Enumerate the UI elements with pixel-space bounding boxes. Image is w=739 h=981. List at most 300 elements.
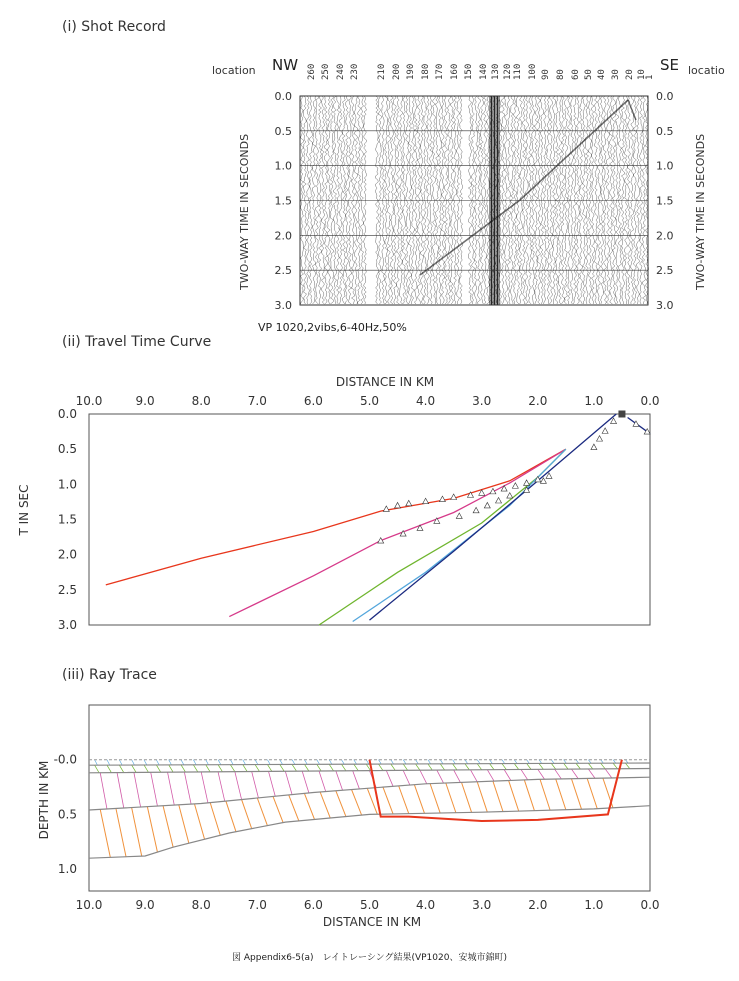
seismic-trace — [606, 96, 609, 304]
travel-y-tick: 1.5 — [57, 512, 77, 527]
seismic-trace — [354, 96, 357, 304]
time-tick-left: 2.0 — [274, 229, 292, 243]
seismic-trace — [399, 96, 402, 304]
ray-path — [551, 763, 555, 769]
ray-path — [230, 760, 233, 765]
seismic-trace — [408, 96, 411, 304]
ray-path — [605, 769, 612, 778]
ray-path — [428, 764, 432, 770]
seismic-trace — [618, 96, 621, 304]
ray-path — [477, 764, 481, 770]
ray-trace-title: (iii) Ray Trace — [62, 667, 157, 683]
observed-point — [597, 436, 603, 442]
station-label: 90 — [541, 69, 551, 80]
ray-path — [218, 765, 222, 772]
ray-path — [524, 780, 534, 811]
seismic-trace — [600, 96, 603, 304]
station-label: 260 — [307, 63, 317, 80]
ray-path — [292, 760, 295, 765]
travel-time-title: (ii) Travel Time Curve — [62, 334, 212, 350]
travel-y-tick: 2.0 — [57, 547, 77, 562]
seismic-trace — [307, 96, 310, 304]
observed-point — [602, 428, 608, 434]
ray-path — [383, 787, 393, 814]
ray-path — [453, 764, 457, 770]
ray-path — [156, 765, 160, 772]
seismic-trace — [396, 96, 399, 304]
seismic-trace — [471, 96, 474, 304]
ray-x-tick: 2.0 — [528, 898, 548, 912]
ray-path — [509, 781, 519, 812]
seismic-trace — [309, 96, 312, 304]
station-label: 200 — [392, 63, 402, 80]
travel-x-tick: 8.0 — [191, 394, 211, 408]
station-label: 190 — [406, 63, 416, 80]
ray-path — [100, 773, 107, 809]
seismic-trace — [345, 96, 348, 304]
travel-x-ticks — [76, 394, 660, 408]
ray-path — [302, 771, 309, 793]
ray-path — [490, 764, 494, 770]
ray-path — [403, 764, 407, 770]
ray-path — [95, 765, 99, 773]
travel-x-tick: 7.0 — [247, 394, 267, 408]
ray-path — [181, 760, 184, 765]
shot-point-marker — [618, 411, 625, 418]
ray-path — [477, 782, 487, 812]
ray-path — [289, 795, 299, 821]
ray-path — [470, 770, 477, 782]
shot-record-panel — [0, 40, 739, 340]
ray-path — [571, 769, 578, 779]
ray-path — [210, 803, 220, 836]
ray-path — [352, 790, 362, 816]
seismic-trace — [426, 96, 429, 304]
ray-path — [206, 760, 209, 765]
travel-x-tick: 10.0 — [75, 394, 103, 408]
ray-path — [156, 760, 159, 765]
ray-path — [206, 765, 210, 772]
ray-path — [243, 765, 247, 772]
ray-path — [163, 806, 173, 848]
seismic-trace — [594, 96, 597, 304]
seismic-trace — [432, 96, 435, 304]
seismic-trace — [436, 96, 439, 304]
travel-series-line — [319, 449, 566, 625]
seismic-trace — [567, 96, 570, 304]
ray-path — [181, 765, 185, 772]
ray-path — [269, 771, 276, 796]
first-arrival — [628, 100, 636, 120]
ray-path — [179, 805, 189, 843]
time-tick-left: 1.5 — [274, 194, 292, 208]
ray-path — [625, 763, 629, 769]
ray-path — [490, 760, 493, 764]
seismic-trace — [375, 96, 378, 304]
seismic-trace — [642, 96, 645, 304]
ray-path — [280, 764, 284, 771]
travel-x-tick: 4.0 — [416, 394, 436, 408]
station-label: 230 — [350, 63, 360, 80]
time-tick-right: 3.0 — [656, 299, 674, 312]
ray-path — [538, 769, 545, 779]
station-label: 1 — [645, 74, 655, 80]
ray-path — [588, 763, 592, 769]
seismic-trace — [576, 96, 579, 304]
travel-x-tick: 9.0 — [135, 394, 155, 408]
ray-path — [465, 764, 469, 770]
observed-point — [395, 502, 401, 508]
station-label: 120 — [503, 63, 513, 80]
station-label: 140 — [479, 63, 489, 80]
ray-y-tick: 1.0 — [57, 862, 77, 877]
observed-point — [383, 506, 389, 512]
ray-path — [354, 760, 357, 764]
seismic-trace — [460, 96, 463, 304]
seismic-trace — [549, 96, 552, 304]
ray-path — [144, 765, 148, 772]
ray-path — [555, 769, 562, 779]
ray-path — [378, 760, 381, 764]
time-tick-right: 2.5 — [656, 264, 674, 278]
ray-path — [95, 760, 98, 765]
ray-path — [539, 763, 543, 769]
travel-x-tick: 6.0 — [303, 394, 323, 408]
observed-point — [591, 444, 597, 450]
ray-path — [117, 773, 124, 808]
ray-path — [255, 765, 259, 772]
ray-path — [201, 772, 208, 803]
ray-path — [230, 765, 234, 772]
seismic-trace — [378, 96, 381, 304]
time-tick-right: 2.0 — [656, 229, 674, 243]
seismic-trace — [579, 96, 582, 304]
travel-series-line — [370, 414, 617, 620]
seismic-trace — [541, 96, 544, 304]
ray-path — [169, 765, 173, 772]
station-labels — [307, 64, 655, 80]
ray-path — [465, 760, 468, 764]
ray-x-tick: 4.0 — [416, 898, 436, 912]
time-tick-right: 0.5 — [656, 124, 674, 138]
ray-path — [132, 808, 142, 857]
seismic-trace — [405, 96, 408, 304]
ray-path — [267, 760, 270, 765]
ray-path — [571, 779, 581, 810]
travel-y-tick: 1.0 — [57, 477, 77, 492]
seismic-trace — [391, 96, 394, 304]
travel-y-ticks — [58, 407, 77, 632]
twt-axis-left: TWO-WAY TIME IN SECONDS — [238, 133, 251, 290]
ray-path — [613, 763, 617, 769]
travel-series — [106, 414, 650, 625]
seismic-trace — [348, 96, 351, 304]
seismic-trace — [444, 96, 447, 304]
twt-axis-right: TWO-WAY TIME IN SECONDS — [694, 133, 707, 290]
seismic-trace — [612, 96, 615, 304]
seismic-trace — [454, 96, 457, 304]
seismic-trace — [411, 96, 414, 304]
seismic-trace — [402, 96, 405, 304]
time-tick-right: 1.0 — [656, 159, 674, 173]
seismic-trace — [531, 96, 534, 304]
observed-point — [507, 493, 513, 499]
ray-path — [107, 765, 111, 773]
seismic-trace — [384, 96, 387, 304]
seismic-trace — [474, 96, 477, 304]
ray-path — [329, 760, 332, 765]
seismic-trace — [564, 96, 567, 304]
ray-path — [556, 779, 566, 810]
ray-path — [235, 772, 242, 800]
ray-path — [416, 764, 420, 770]
ray-path — [437, 770, 444, 783]
station-label: 160 — [450, 63, 460, 80]
ray-trace-chart — [0, 700, 739, 940]
seismic-trace — [609, 96, 612, 304]
seismic-trace — [312, 96, 315, 304]
time-tick-right: 0.0 — [656, 90, 674, 103]
seismic-trace — [457, 96, 460, 304]
travel-series-line — [353, 449, 566, 621]
ray-path — [132, 760, 135, 765]
ray-path — [107, 760, 110, 765]
ray-path — [257, 798, 267, 826]
ray-path — [403, 770, 410, 785]
se-label: SE — [660, 56, 679, 74]
station-label: 150 — [464, 63, 474, 80]
ray-path — [168, 772, 175, 805]
seismic-trace — [513, 96, 516, 304]
seismic-trace — [480, 96, 483, 304]
ray-path — [341, 760, 344, 764]
observed-point — [439, 496, 445, 502]
ray-path — [440, 764, 444, 770]
ray-path — [243, 760, 246, 765]
seismic-trace — [382, 96, 385, 304]
seismic-trace — [417, 96, 420, 304]
ray-path — [147, 807, 157, 853]
seismic-trace — [510, 96, 513, 304]
ray-y-tick: -0.0 — [53, 752, 77, 767]
travel-x-axis-label: DISTANCE IN KM — [335, 375, 435, 389]
vp-caption: VP 1020,2vibs,6-40Hz,50% — [258, 321, 407, 334]
ray-path — [391, 760, 394, 764]
seismic-trace — [570, 96, 573, 304]
ray-path — [267, 764, 271, 771]
location-right-label: locatio — [688, 64, 725, 77]
seismic-trace — [324, 96, 327, 304]
seismic-trace — [588, 96, 591, 304]
seismic-trace — [630, 96, 633, 304]
ray-path — [477, 760, 480, 764]
ray-path — [504, 770, 511, 781]
seismic-trace — [639, 96, 642, 304]
station-label: 60 — [571, 69, 581, 80]
seismic-trace — [504, 96, 507, 304]
ray-path — [403, 760, 406, 764]
seismic-trace — [333, 96, 336, 304]
seismic-trace — [327, 96, 330, 304]
seismic-trace — [486, 96, 489, 304]
time-tick-left: 3.0 — [274, 299, 292, 312]
ray-path — [292, 764, 296, 771]
ray-path — [226, 801, 236, 832]
seismic-trace — [414, 96, 417, 304]
station-label: 30 — [611, 69, 621, 80]
ray-path — [430, 784, 440, 813]
seismic-trace — [604, 96, 607, 304]
ray-path — [453, 760, 456, 764]
travel-time-chart — [0, 360, 739, 640]
ray-path — [193, 765, 197, 772]
ray-x-tick: 1.0 — [584, 898, 604, 912]
ray-path — [100, 809, 110, 857]
seismic-trace — [451, 96, 454, 304]
ray-path — [134, 772, 141, 807]
ray-y-axis-label: DEPTH IN KM — [37, 760, 51, 840]
seismic-trace — [555, 96, 558, 304]
ray-path — [588, 769, 595, 778]
travel-y-tick: 0.5 — [57, 442, 77, 457]
seismic-trace — [478, 96, 481, 304]
travel-x-tick: 2.0 — [528, 394, 548, 408]
seismic-trace — [342, 96, 345, 304]
seismic-trace — [321, 96, 324, 304]
seismic-trace — [357, 96, 360, 304]
observed-point — [484, 502, 490, 508]
ray-path — [514, 764, 518, 770]
station-label: 170 — [435, 63, 445, 80]
station-label: 110 — [513, 63, 523, 80]
ray-path — [304, 760, 307, 765]
time-tick-right: 1.5 — [656, 194, 674, 208]
seismic-trace — [522, 96, 525, 304]
time-tick-left: 2.5 — [274, 264, 292, 278]
ray-path — [317, 764, 321, 771]
ray-path — [151, 772, 158, 806]
ray-path — [280, 760, 283, 765]
seismic-trace — [337, 96, 340, 304]
ray-path — [329, 764, 333, 771]
seismic-trace — [318, 96, 321, 304]
station-label: 40 — [597, 69, 607, 80]
observed-point — [406, 500, 412, 506]
seismic-trace — [484, 96, 487, 304]
station-label: 20 — [625, 69, 635, 80]
ray-path — [428, 760, 431, 764]
ray-x-tick: 8.0 — [191, 898, 211, 912]
seismic-trace — [573, 96, 576, 304]
seismic-trace — [637, 96, 640, 304]
seismic-trace — [447, 96, 450, 304]
ray-path — [391, 764, 395, 770]
ray-path — [304, 764, 308, 771]
travel-y-tick: 2.5 — [57, 582, 77, 597]
layer-boundaries — [89, 763, 650, 858]
ray-path — [487, 770, 494, 781]
ray-path — [252, 772, 259, 798]
seismic-trace — [364, 96, 367, 304]
ray-path — [273, 796, 283, 822]
nw-label: NW — [272, 56, 299, 74]
time-tick-left: 1.0 — [274, 159, 292, 173]
travel-y-tick: 3.0 — [57, 618, 77, 632]
observed-point — [473, 507, 479, 513]
ray-path — [242, 800, 252, 829]
seismic-trace — [315, 96, 318, 304]
seismic-trace — [558, 96, 561, 304]
ray-y-tick: 0.5 — [57, 807, 77, 822]
station-label: 180 — [421, 63, 431, 80]
ray-path — [304, 793, 314, 819]
ray-path — [521, 769, 528, 779]
seismic-trace — [528, 96, 531, 304]
ray-path — [119, 760, 122, 765]
ray-path — [218, 760, 221, 765]
observed-point — [456, 513, 462, 519]
seismic-trace — [624, 96, 627, 304]
travel-x-tick: 5.0 — [359, 394, 380, 408]
ray-path — [576, 763, 580, 769]
seismic-trace — [300, 96, 303, 304]
ray-path — [194, 804, 204, 839]
observed-point — [512, 483, 518, 489]
ray-path — [169, 760, 172, 765]
seismic-trace — [387, 96, 390, 304]
station-label: 240 — [336, 63, 346, 80]
ray-path — [416, 760, 419, 764]
seismic-trace — [351, 96, 354, 304]
ray-paths — [89, 760, 650, 858]
seismic-trace — [561, 96, 564, 304]
seismic-trace — [303, 96, 306, 304]
ray-path — [399, 786, 409, 814]
ray-path — [320, 792, 330, 818]
seismic-trace — [621, 96, 624, 304]
ray-path — [540, 779, 550, 810]
station-label: 100 — [528, 63, 538, 80]
seismic-trace — [585, 96, 588, 304]
observed-point — [423, 498, 429, 504]
seismic-trace — [330, 96, 333, 304]
ray-path — [386, 771, 393, 787]
ray-x-axis-label: DISTANCE IN KM — [322, 915, 422, 929]
seismic-trace — [441, 96, 444, 304]
ray-path — [446, 783, 456, 813]
station-label: 10 — [637, 69, 647, 80]
observed-point — [496, 498, 502, 504]
ray-path — [420, 770, 427, 783]
seismic-trace — [537, 96, 540, 304]
ray-path — [440, 760, 443, 764]
ray-path — [502, 764, 506, 770]
ray-path — [319, 771, 326, 792]
seismic-trace — [360, 96, 363, 304]
seismic-trace — [615, 96, 618, 304]
ray-path — [144, 760, 147, 765]
ray-path — [527, 763, 531, 769]
seismic-trace — [582, 96, 585, 304]
station-label: 80 — [556, 69, 566, 80]
ray-path — [119, 765, 123, 773]
seismic-trace — [546, 96, 549, 304]
seismic-trace — [592, 96, 595, 304]
ray-path — [193, 760, 196, 765]
ray-path — [336, 771, 343, 790]
ray-x-tick: 5.0 — [359, 898, 380, 912]
ray-path — [353, 771, 360, 789]
